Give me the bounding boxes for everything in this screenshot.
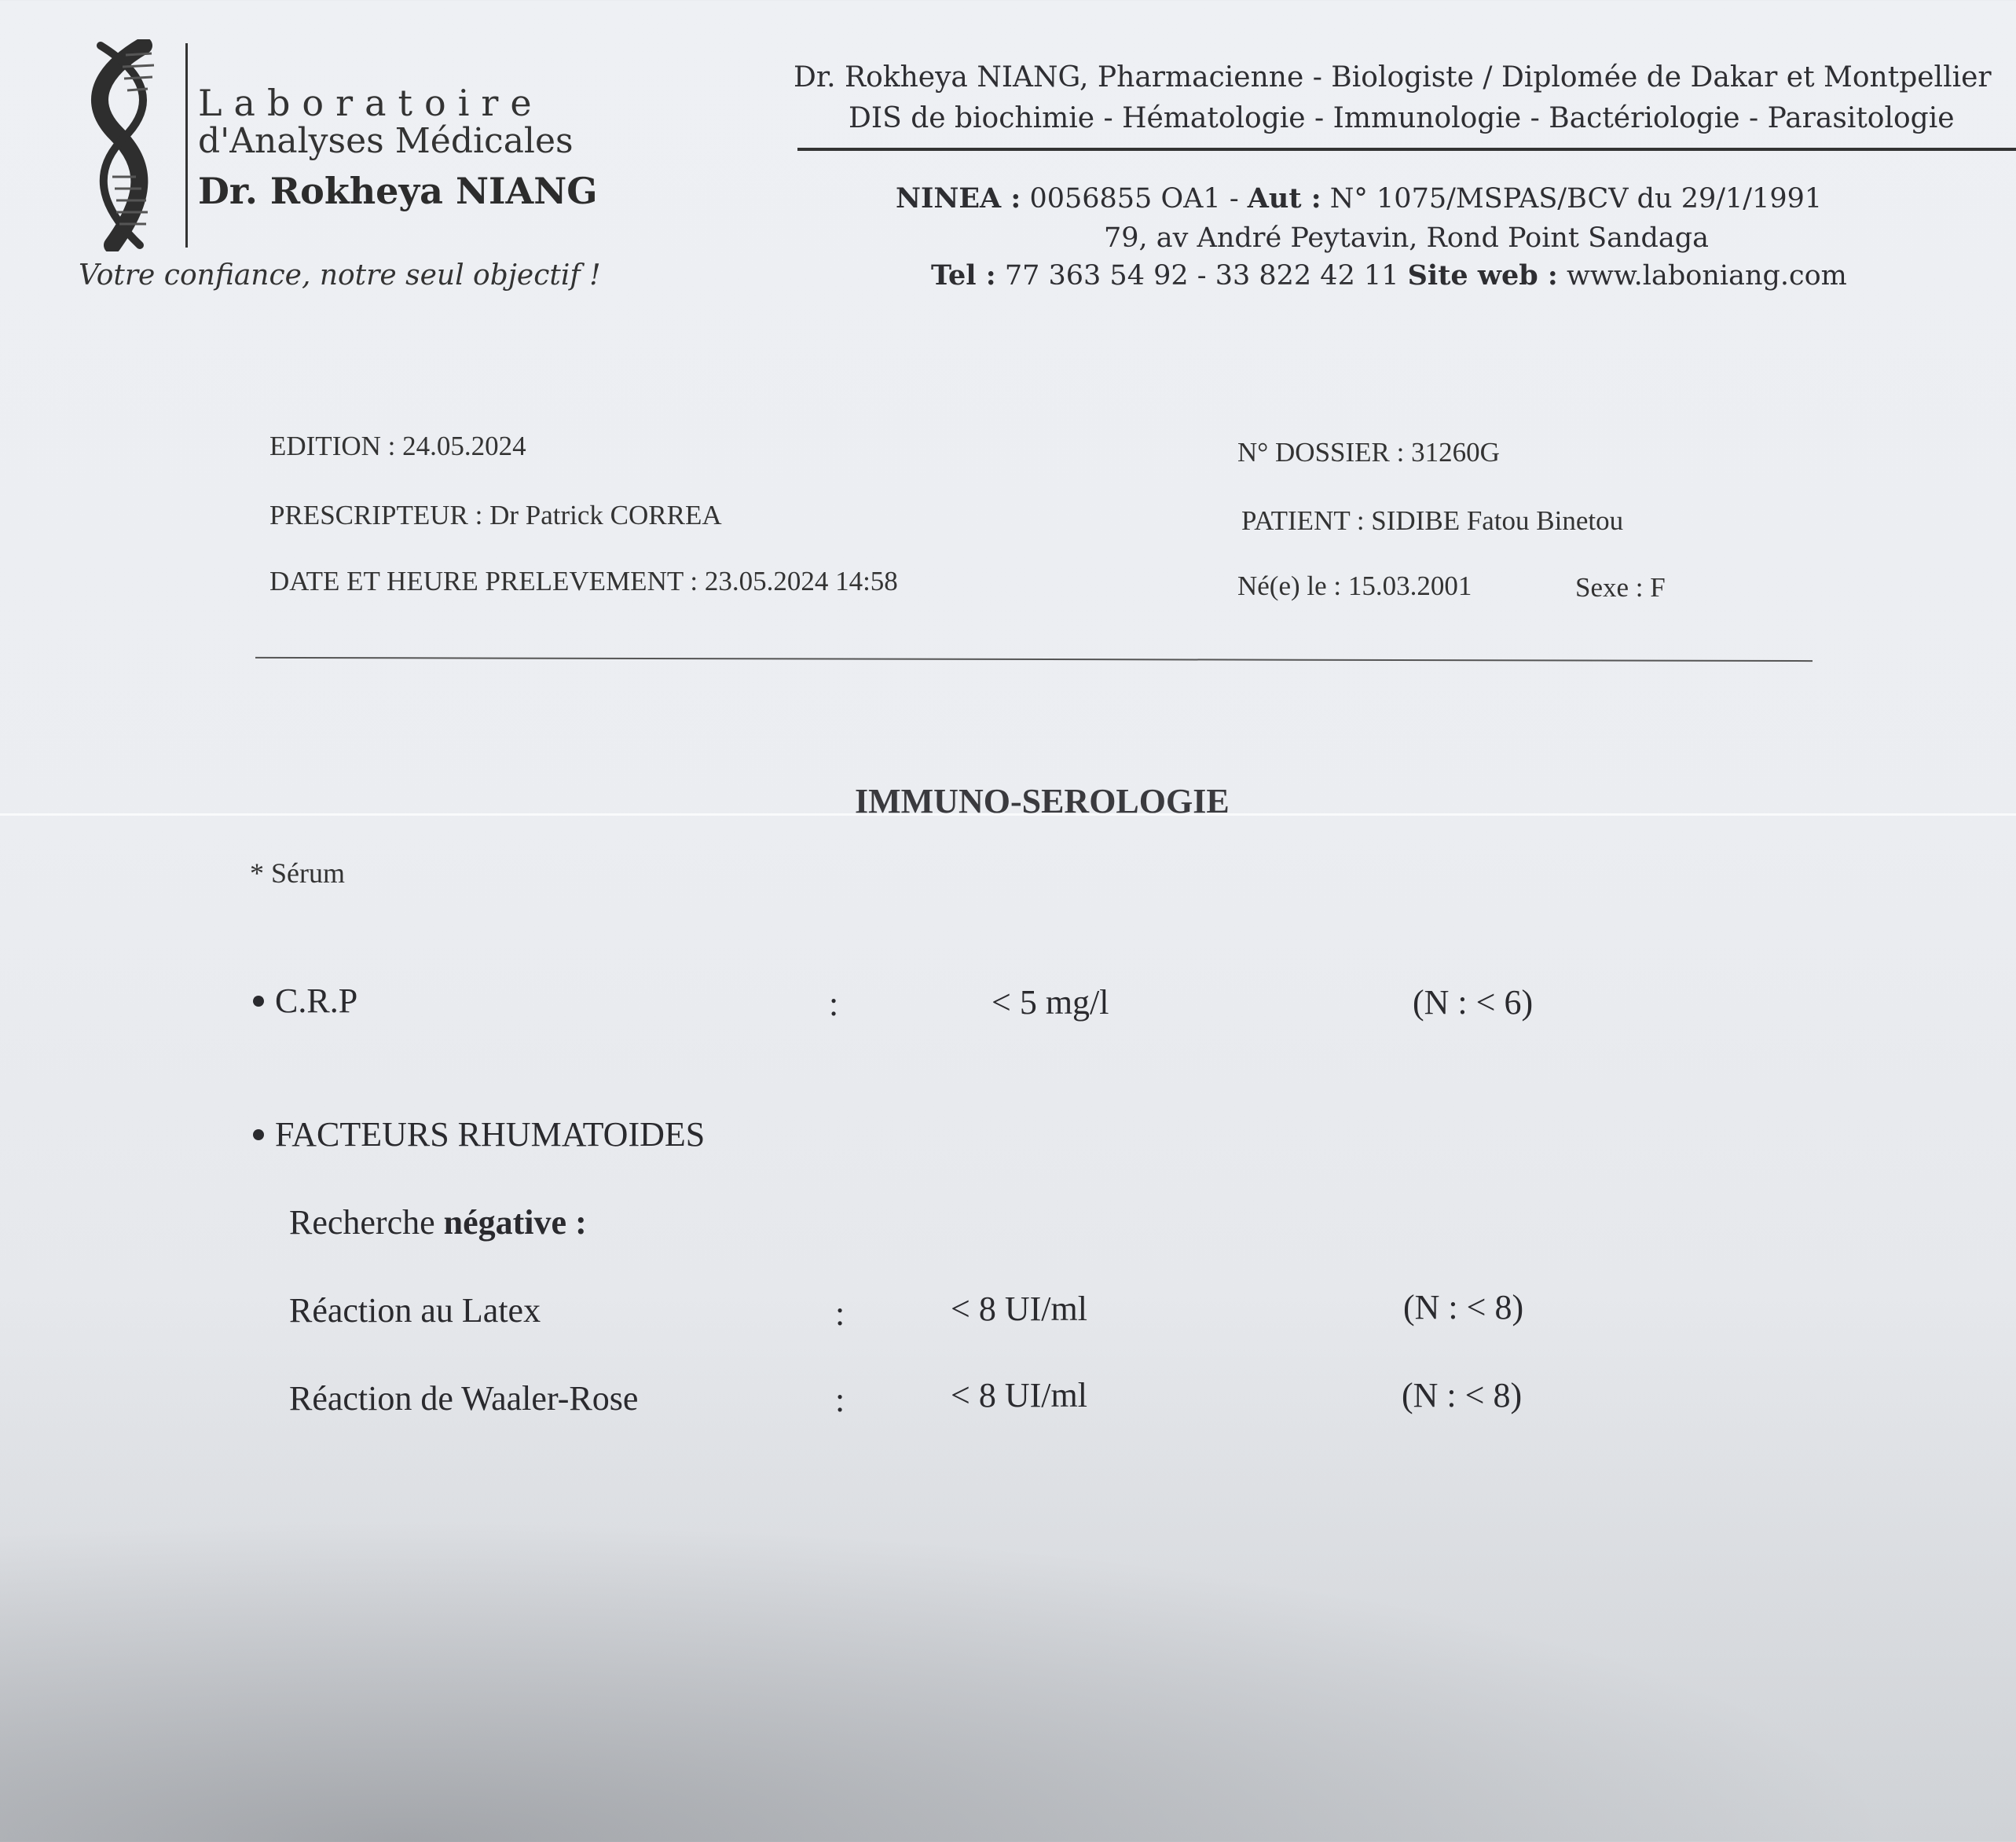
latex-normal-range: (N : < 8) [1403, 1288, 1524, 1326]
prescriber: PRESCRIPTEUR : Dr Patrick CORREA [269, 500, 722, 530]
patient-sex: Sexe : F [1575, 572, 1666, 603]
latex-separator: : [835, 1294, 845, 1333]
header-contact [931, 259, 2016, 292]
search-result-line [289, 1202, 587, 1242]
rheumatoid-factors-text: FACTEURS RHUMATOIDES [275, 1115, 706, 1154]
lab-word: Laboratoire [198, 82, 544, 124]
waaler-separator: : [835, 1381, 845, 1419]
latex-label: Réaction au Latex [289, 1291, 541, 1330]
aut-label: Aut : [1247, 182, 1321, 215]
bullet-icon [253, 1129, 264, 1140]
web-label: Site web : [1407, 259, 1558, 292]
search-prefix: Recherche [289, 1203, 435, 1242]
crp-value: < 5 mg/l [992, 983, 1109, 1022]
lab-subtitle: d'Analyses Médicales [198, 121, 574, 161]
file-number: N° DOSSIER : 31260G [1237, 437, 1500, 468]
header-registration: NINEA : 0056855 OA1 - Aut : N° 1075/MSPAS/BCV du 29/1/1991 [896, 182, 1823, 215]
tel-value: 77 363 54 92 - 33 822 42 11 [1004, 260, 1399, 292]
crp-label-text: C.R.P [275, 982, 358, 1020]
tel-label: Tel : [931, 259, 996, 292]
ninea-value: 0056855 OA1 [1029, 183, 1221, 215]
aut-value: N° 1075/MSPAS/BCV du 29/1/1991 [1329, 183, 1823, 215]
waaler-label: Réaction de Waaler-Rose [289, 1379, 639, 1418]
edition-date: EDITION : 24.05.2024 [269, 431, 526, 461]
section-title: IMMUNO-SEROLOGIE [855, 782, 1230, 820]
birth-date: Né(e) le : 15.03.2001 [1237, 571, 1472, 601]
waaler-value: < 8 UI/ml [951, 1376, 1087, 1415]
sampling-datetime: DATE ET HEURE PRELEVEMENT : 23.05.2024 14:58 [269, 566, 898, 596]
ninea-label: NINEA : [896, 182, 1021, 215]
waaler-normal-range: (N : < 8) [1402, 1376, 1523, 1415]
latex-value: < 8 UI/ml [951, 1290, 1087, 1328]
header-address: 79, av André Peytavin, Rond Point Sandaga [1104, 222, 1710, 254]
info-rule [255, 657, 1813, 662]
lab-slogan: Votre confiance, notre seul objectif ! [79, 259, 601, 292]
dna-helix-logo-icon [69, 39, 179, 251]
web-value: www.laboniang.com [1566, 260, 1847, 292]
logo-divider [185, 43, 188, 248]
rheumatoid-factors-label [253, 1114, 705, 1154]
specimen-type: * Sérum [250, 857, 345, 889]
crp-separator: : [829, 985, 839, 1023]
header-specialties: DIS de biochimie - Hématologie - Immunologie - Bactériologie - Parasitologie [849, 102, 1955, 134]
shadow-overlay [0, 1493, 2016, 1842]
crp-label [253, 981, 357, 1021]
patient-name: PATIENT : SIDIBE Fatou Binetou [1241, 505, 1624, 536]
bullet-icon [253, 996, 264, 1007]
header-rule [797, 148, 2016, 151]
search-result: négative : [443, 1203, 587, 1242]
header-credentials: Dr. Rokheya NIANG, Pharmacienne - Biologiste / Diplomée de Dakar et Montpellier [794, 61, 1992, 94]
lab-doctor-name: Dr. Rokheya NIANG [198, 170, 598, 212]
crp-normal-range: (N : < 6) [1413, 983, 1534, 1022]
